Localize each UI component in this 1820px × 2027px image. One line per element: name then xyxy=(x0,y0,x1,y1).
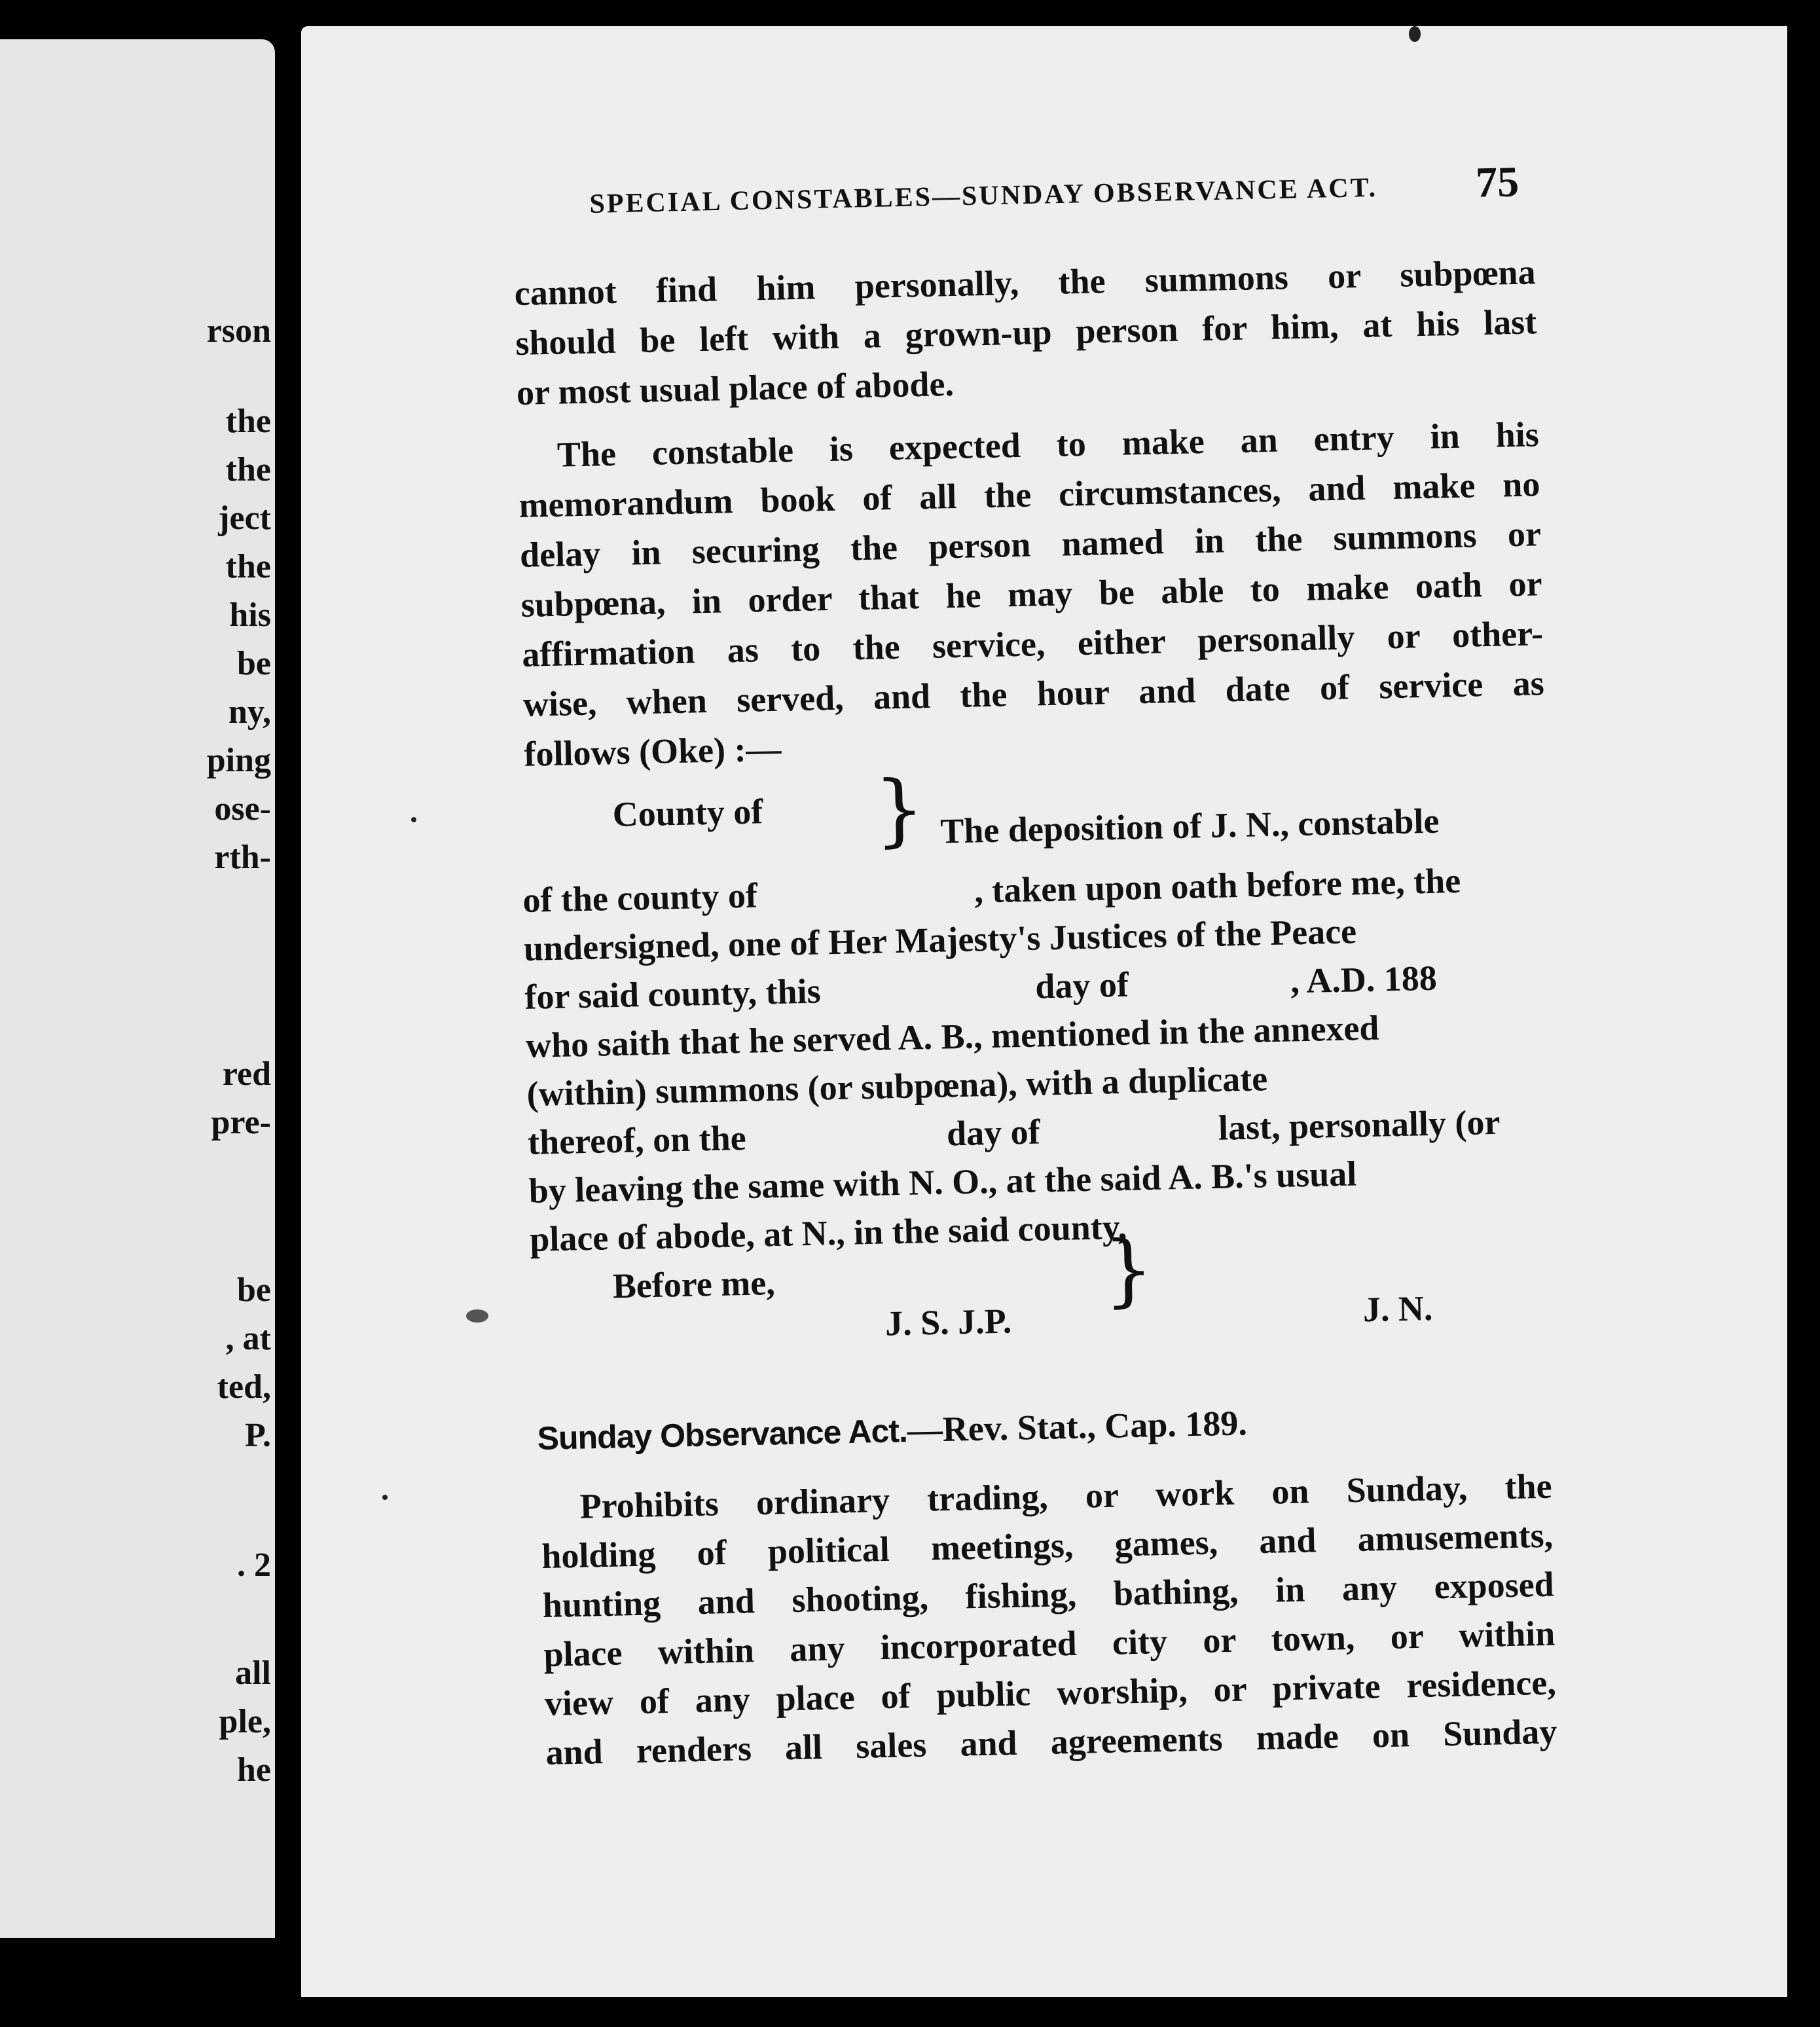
paragraph-line: affirmation as to the service, either personally or other- xyxy=(521,613,1544,674)
county-of-label: County of xyxy=(612,792,763,835)
paragraph-line: follows (Oke) :— xyxy=(523,729,782,774)
paragraph-line: view of any place of public worship, or private residence, xyxy=(544,1662,1557,1723)
paragraph-line: holding of political meetings, games, and amusements, xyxy=(541,1515,1554,1576)
deposition-form xyxy=(520,764,1550,1360)
section-reference: —Rev. Stat., Cap. 189. xyxy=(907,1403,1248,1450)
ink-speck xyxy=(411,817,416,822)
form-text: last, personally (or xyxy=(1218,1102,1501,1148)
deposition-text: The deposition of J. N., constable xyxy=(939,801,1440,851)
left-fragment: the xyxy=(225,403,271,440)
form-text: undersigned, one of Her Majesty's Justices of the Peace xyxy=(523,911,1357,968)
brace-glyph: } xyxy=(873,764,926,856)
running-head-title: SPECIAL CONSTABLES—SUNDAY OBSERVANCE ACT. xyxy=(589,172,1378,219)
form-text: for said county, this xyxy=(524,971,822,1017)
left-fragment: he xyxy=(237,1751,271,1789)
form-text: by leaving the same with N. O., at the said A. B.'s usual xyxy=(528,1154,1357,1211)
paragraph-line: cannot find him personally, the summons or subpœna xyxy=(514,252,1537,313)
paragraph-line: subpœna, in order that he may be able to make oath or xyxy=(520,564,1543,625)
paragraph-line: and renders all sales and agreements made on Sunday xyxy=(545,1711,1557,1772)
left-fragment: red xyxy=(222,1055,271,1093)
ink-speck xyxy=(382,1495,388,1500)
left-fragment: ose- xyxy=(214,790,271,828)
left-fragment: ping xyxy=(206,742,271,779)
left-fragment: . 2 xyxy=(237,1546,271,1584)
left-fragment: all xyxy=(235,1654,271,1692)
justice-signature: J. S. J.P. xyxy=(884,1301,1012,1343)
left-fragment: ny, xyxy=(228,693,271,731)
page-number: 75 xyxy=(1475,158,1520,207)
form-text: of the county of xyxy=(522,875,758,920)
form-text: thereof, on the xyxy=(527,1118,747,1162)
left-fragment: rson xyxy=(206,312,271,350)
form-text: day of xyxy=(1034,964,1129,1006)
paragraph-line: should be left with a grown-up person for him, at his last xyxy=(515,302,1537,363)
section-title: Sunday Observance Act. xyxy=(537,1412,908,1457)
form-text: day of xyxy=(946,1112,1041,1154)
left-fragment: ted, xyxy=(217,1368,271,1406)
body-text-top xyxy=(514,247,1546,778)
paragraph-line: memorandum book of all the circumstances, and make no xyxy=(518,464,1540,525)
left-facing-page xyxy=(0,39,275,1938)
body-text-bottom xyxy=(540,1462,1557,1778)
form-text: (within) summons (or subpœna), with a duplicate xyxy=(526,1059,1268,1114)
left-fragment: be xyxy=(237,645,271,682)
left-fragment: ject xyxy=(218,500,271,537)
paragraph-line: place within any incorporated city or town, or within xyxy=(543,1613,1556,1674)
left-fragment: the xyxy=(225,451,271,488)
left-fragment: his xyxy=(229,596,271,634)
left-fragment: , at xyxy=(225,1320,271,1357)
paragraph-line: Prohibits ordinary trading, or work on Sunday, the xyxy=(579,1466,1553,1526)
left-fragment: pre- xyxy=(211,1104,271,1141)
form-text: who saith that he served A. B., mentioned in the annexed xyxy=(525,1008,1380,1065)
left-fragment: the xyxy=(225,548,271,585)
form-text: place of abode, at N., in the said county, xyxy=(529,1207,1127,1259)
paragraph-line: or most usual place of abode. xyxy=(516,363,955,412)
left-fragment: P. xyxy=(245,1417,271,1454)
paragraph-line: The constable is expected to make an entry in his xyxy=(556,414,1540,475)
before-me-label: Before me, xyxy=(612,1263,776,1306)
paragraph-line: delay in securing the person named in the summons or xyxy=(519,514,1542,575)
left-fragment: ple, xyxy=(219,1703,271,1740)
left-fragment: be xyxy=(237,1271,271,1309)
left-fragment: rth- xyxy=(214,839,271,876)
ink-speck xyxy=(466,1309,488,1323)
form-text: , taken upon oath before me, the xyxy=(974,860,1461,911)
form-text: , A.D. 188 xyxy=(1290,958,1438,1001)
constable-signature: J. N. xyxy=(1362,1288,1433,1330)
paragraph-line: hunting and shooting, fishing, bathing, in any exposed xyxy=(542,1564,1555,1625)
brace-glyph: } xyxy=(1102,1224,1155,1317)
paragraph-line: wise, when served, and the hour and date of service as xyxy=(522,663,1545,724)
ink-speck xyxy=(1409,26,1421,42)
